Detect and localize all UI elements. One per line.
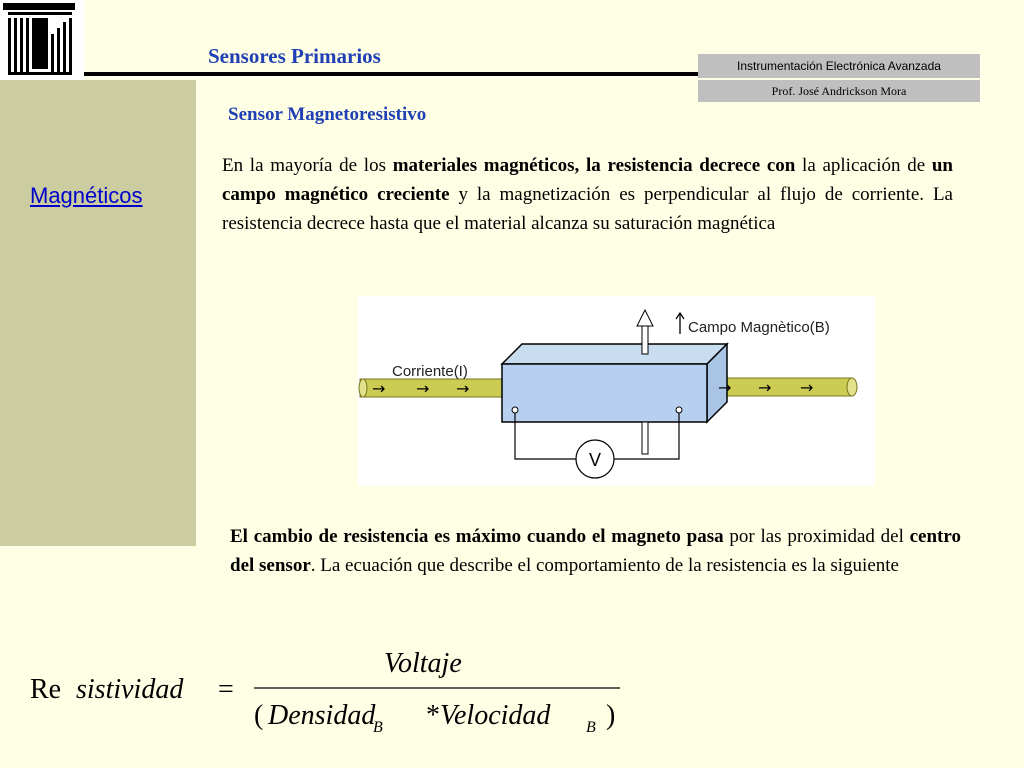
course-info-box [698,54,980,102]
sidebar [0,80,196,546]
text-run: la aplicación de [795,155,932,176]
formula-sub-b: B [373,719,383,736]
current-arrow-icon: → [800,378,814,397]
current-arrow-icon: → [456,379,470,398]
formula-re: Re [30,674,62,705]
formula-times: * [426,700,440,731]
magnetoresistor-diagram [358,296,875,486]
current-arrow-icon: → [758,378,772,397]
formula-numerator: Voltaje [384,648,462,679]
resistivity-equation [30,644,630,744]
bold-run: El cambio de resistencia es máximo cuando el magneto pasa [230,526,724,547]
text-run: por las proximidad del [723,526,910,547]
current-arrow-icon: → [372,379,386,398]
bold-run: centro del sensor [230,526,961,576]
course-name: Instrumentación Electrónica Avanzada [737,59,941,73]
formula-close-paren: ) [606,700,616,731]
slide-title: Sensores Primarios [208,44,381,68]
formula-sistividad: sistividad [76,674,184,705]
course-divider [698,78,980,80]
formula-open-paren: ( [254,700,264,731]
intro-paragraph [222,151,953,238]
sensor-block [502,344,727,422]
bold-run: un campo magnético creciente [222,155,953,205]
formula-density: Densidad [268,700,376,731]
sidebar-link-magneticos[interactable]: Magnéticos [30,183,143,208]
formula-velocity: Velocidad [440,700,551,731]
field-label-arrow-icon [676,313,684,334]
current-arrow-icon: → [718,378,732,397]
professor-name: Prof. José Andrickson Mora [771,84,907,98]
formula-equals: = [218,674,234,705]
section-title: Sensor Magnetoresistivo [228,104,427,125]
text-run: . La ecuación que describe el comportamiento de la resistencia es la siguiente [310,555,899,576]
current-label: Corriente(I) [392,363,468,380]
field-label: Campo Magnètico(B) [688,319,830,336]
current-arrow-icon: → [416,379,430,398]
text-run: y la magnetización es perpendicular al flujo de corriente. La resistencia decrece hasta que el material alcanza su saturación magnética [222,184,953,234]
institution-logo [0,0,84,80]
explanation-paragraph [230,522,961,580]
formula-sub-b: B [586,719,596,736]
logo-emblem-icon [0,0,84,80]
voltmeter-label: V [588,450,602,470]
text-run: En la mayoría de los [222,155,393,176]
bold-run: materiales magnéticos, la resistencia decrece con [392,155,796,176]
